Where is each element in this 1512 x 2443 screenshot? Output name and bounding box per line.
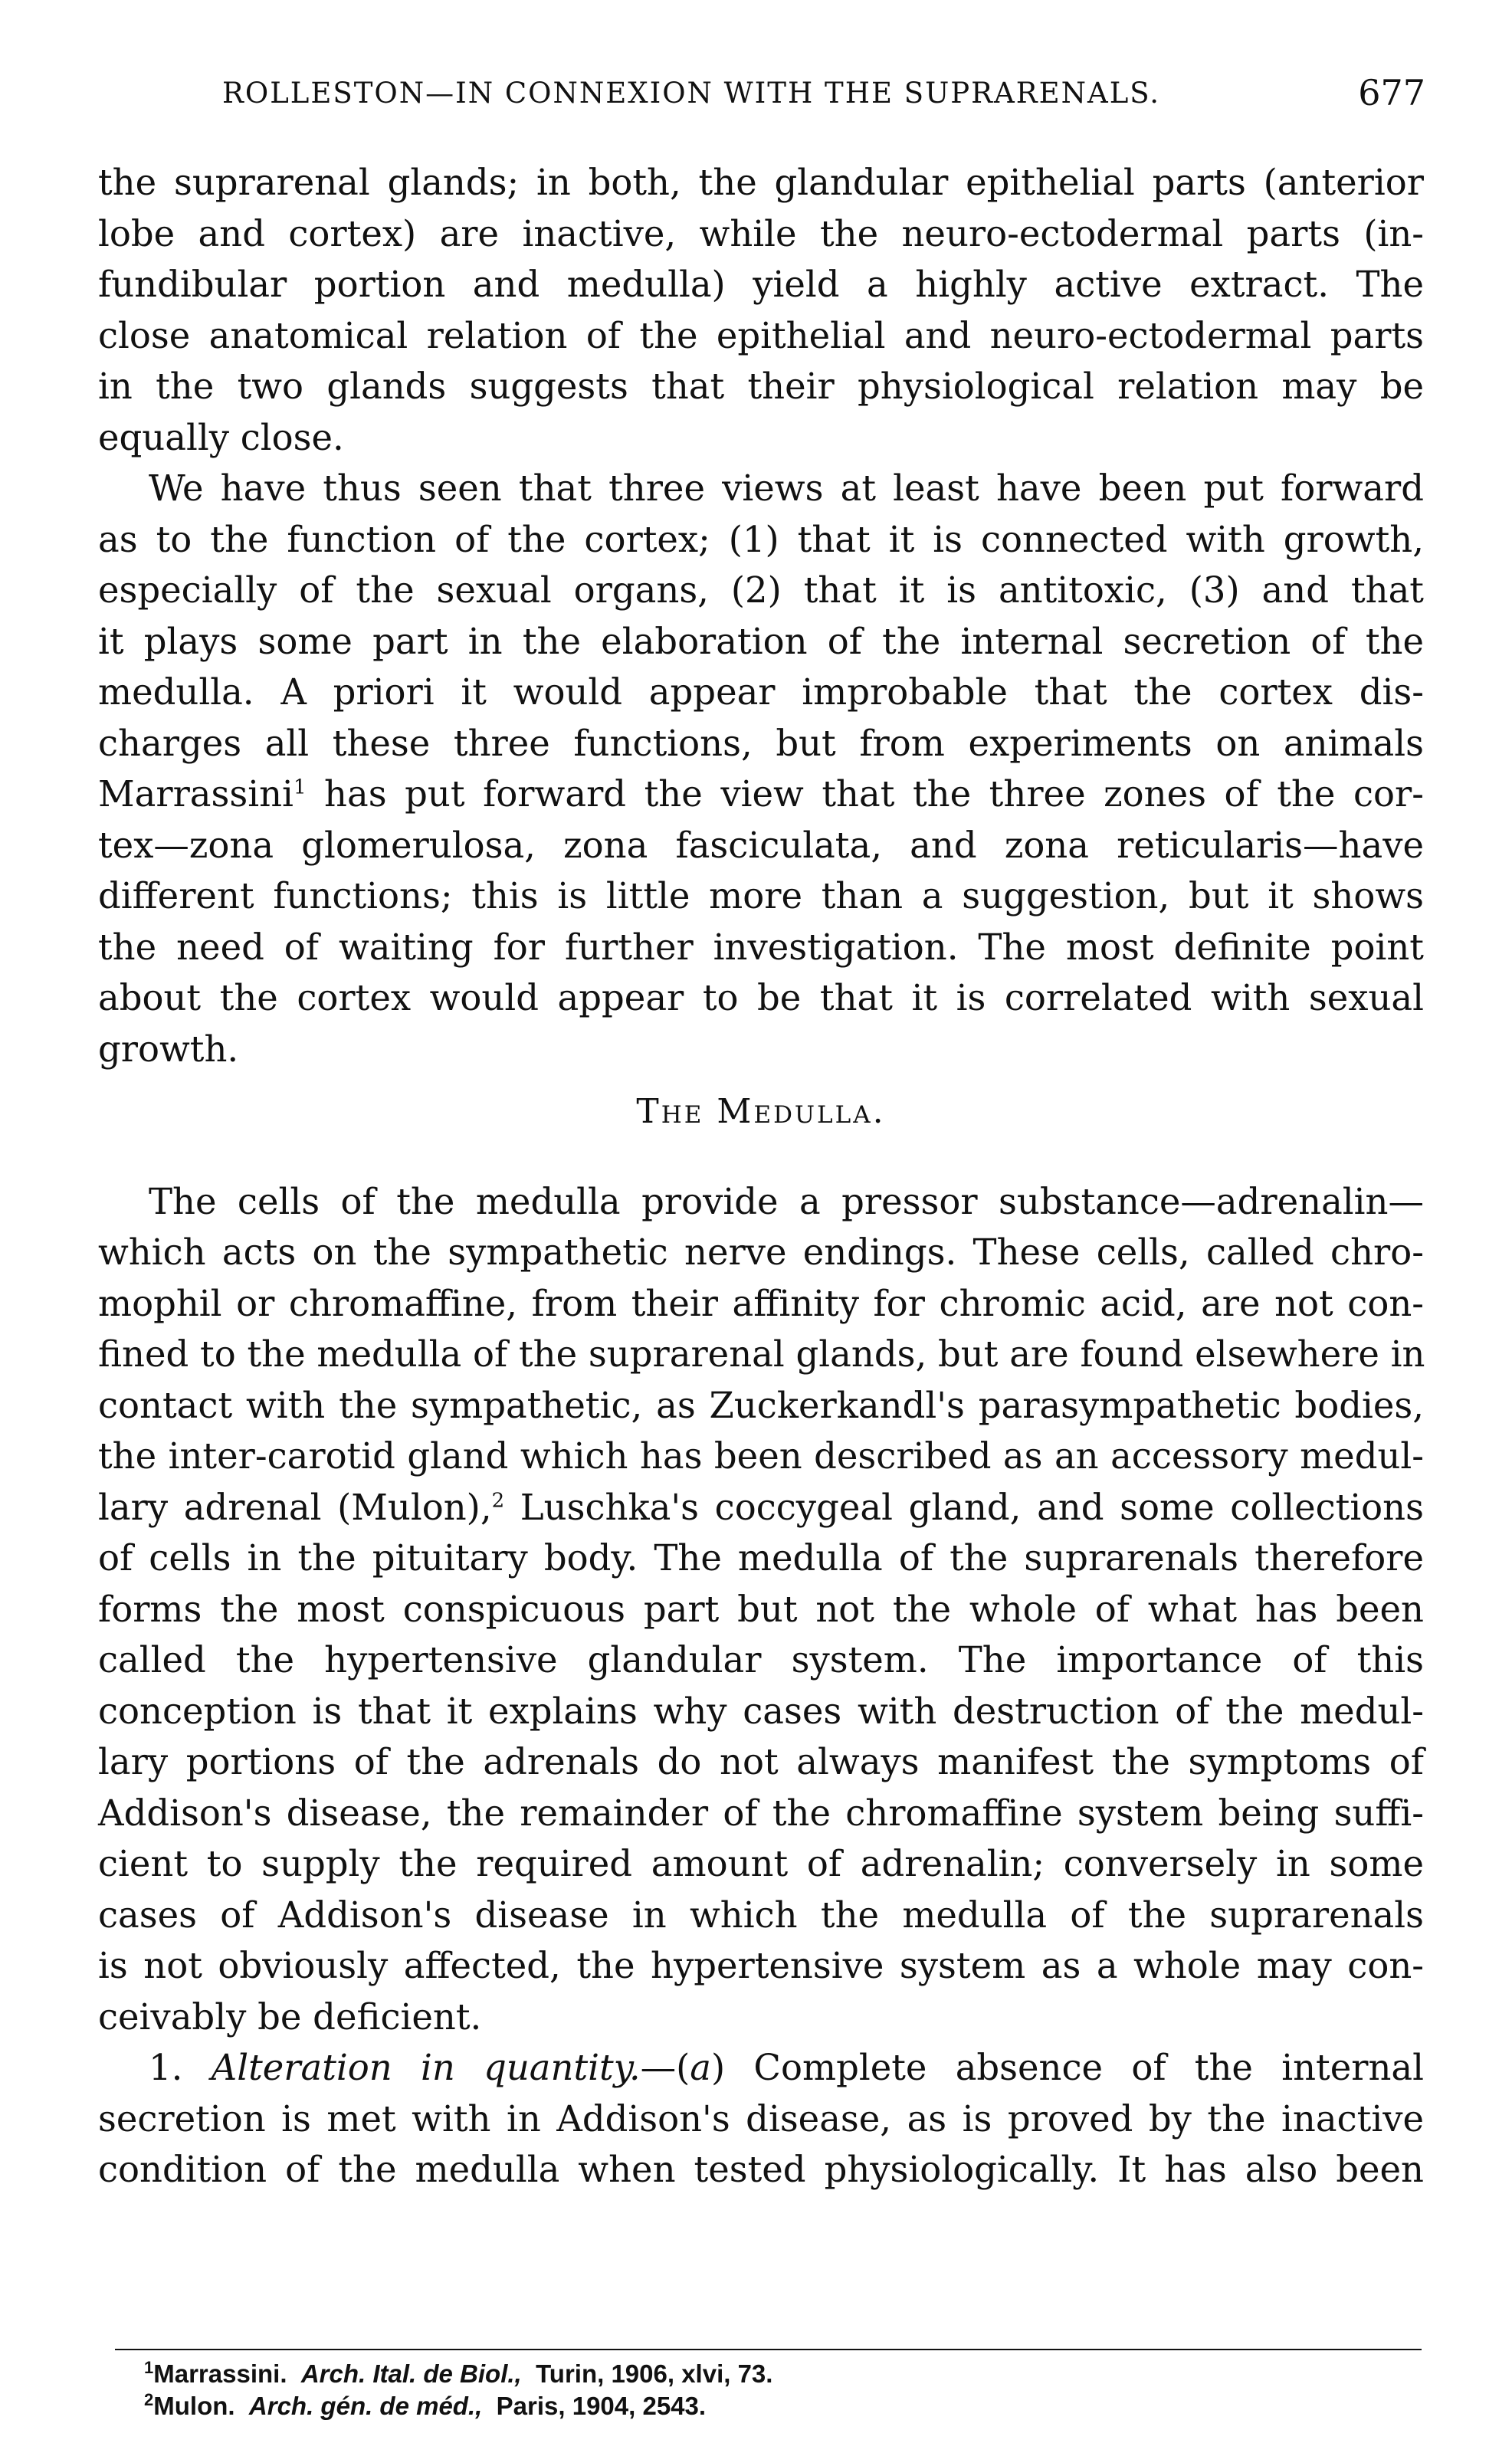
- line-text: —(: [640, 2047, 690, 2088]
- text-line: especially of the sexual organs, (2) that it is antitoxic, (3) and that: [98, 569, 1424, 611]
- text-line: of cells in the pituitary body. The medulla of the suprarenals therefore: [98, 1537, 1424, 1579]
- line-text: Luschka's coccygeal gland, and some collections: [504, 1486, 1424, 1528]
- line-text: lary adrenal (Mulon),: [98, 1486, 492, 1528]
- section-heading: The Medulla.: [636, 1092, 886, 1131]
- text-line: different functions; this is little more than a suggestion, but it shows: [98, 875, 1424, 917]
- text-line: which acts on the sympathetic nerve endings. These cells, called chro-: [98, 1231, 1424, 1273]
- footnote-marker[interactable]: 1: [293, 776, 307, 799]
- text-line: the need of waiting for further investigation. The most definite point: [98, 926, 1424, 968]
- text-line: Addison's disease, the remainder of the chromaffine system being suffi-: [98, 1792, 1424, 1834]
- text-line: [98, 1482, 1424, 1533]
- text-line: The cells of the medulla provide a pressor substance—adrenalin—: [149, 1180, 1424, 1222]
- running-title: ROLLESTON—IN CONNEXION WITH THE SUPRARENALS.: [222, 77, 1161, 110]
- line-text: ) Complete absence of the internal: [711, 2047, 1425, 2088]
- text-line: contact with the sympathetic, as Zuckerkandl's parasympathetic bodies,: [98, 1384, 1424, 1426]
- subsection-title: Alteration in quantity.: [211, 2047, 641, 2088]
- text-line: close anatomical relation of the epithelial and neuro-ectodermal parts: [98, 314, 1424, 356]
- text-line: growth.: [98, 1028, 239, 1070]
- paragraph-1: [98, 157, 1424, 463]
- text-line: is not obviously affected, the hypertensive system as a whole may con-: [98, 1945, 1424, 1986]
- text-line: cases of Addison's disease in which the medulla of the suprarenals: [98, 1894, 1424, 1936]
- body-text: [98, 157, 1424, 2195]
- text-line: We have thus seen that three views at least have been put forward: [149, 467, 1424, 509]
- text-line: as to the function of the cortex; (1) that it is connected with growth,: [98, 518, 1424, 560]
- footnote-marker[interactable]: 2: [491, 1489, 505, 1512]
- footnotes: [144, 2358, 1217, 2422]
- footnote-author: Marrassini.: [153, 2359, 287, 2388]
- footnote-divider: [115, 2349, 1422, 2350]
- text-line: the suprarenal glands; in both, the glandular epithelial parts (anterior: [98, 162, 1424, 203]
- line-text: has put forward the view that the three zones of the cor-: [306, 773, 1424, 815]
- footnote: [144, 2358, 1217, 2390]
- footnote: [144, 2390, 1217, 2422]
- paragraph-3: [98, 1176, 1424, 2043]
- text-line: called the hypertensive glandular system. The importance of this: [98, 1639, 1424, 1681]
- paragraph-2: [98, 463, 1424, 1074]
- item-number: 1.: [149, 2047, 183, 2088]
- footnote-number: 2: [144, 2390, 154, 2409]
- author-name: Marrassini: [98, 773, 294, 815]
- text-line: fined to the medulla of the suprarenal glands, but are found elsewhere in: [98, 1333, 1425, 1375]
- text-line: medulla. A priori it would appear improbable that the cortex dis-: [98, 671, 1424, 713]
- text-line: ceivably be deficient.: [98, 1995, 482, 2038]
- text-line: mophil or chromaffine, from their affinity for chromic acid, are not con-: [98, 1282, 1424, 1324]
- text-line: cient to supply the required amount of adrenalin; conversely in some: [98, 1843, 1424, 1884]
- text-line: lobe and cortex) are inactive, while the neuro-ectodermal parts (in-: [98, 212, 1424, 254]
- text-line: forms the most conspicuous part but not the whole of what has been: [98, 1588, 1424, 1630]
- text-line: [98, 769, 1424, 820]
- text-line: fundibular portion and medulla) yield a highly active extract. The: [98, 264, 1424, 305]
- text-line: the inter-carotid gland which has been described as an accessory medul-: [98, 1435, 1424, 1477]
- text-line: about the cortex would appear to be that it is correlated with sexual: [98, 977, 1424, 1018]
- footnote-author: Mulon.: [153, 2392, 235, 2420]
- page-number: 677: [1358, 72, 1425, 113]
- text-line: condition of the medulla when tested physiologically. It has also been: [98, 2149, 1424, 2190]
- footnote-details: Paris, 1904, 2543.: [496, 2392, 707, 2420]
- text-line: secretion is met with in Addison's disease, as is proved by the inactive: [98, 2097, 1424, 2140]
- paragraph-4: [98, 2042, 1424, 2195]
- item-letter: a: [690, 2047, 711, 2088]
- text-line: lary portions of the adrenals do not always manifest the symptoms of: [98, 1741, 1424, 1782]
- text-line: tex—zona glomerulosa, zona fasciculata, and zona reticularis—have: [98, 824, 1424, 866]
- footnote-details: Turin, 1906, xlvi, 73.: [536, 2359, 773, 2388]
- text-line: conception is that it explains why cases with destruction of the medul-: [98, 1690, 1424, 1732]
- text-line: equally close.: [98, 416, 344, 458]
- text-line: it plays some part in the elaboration of the internal secretion of the: [98, 620, 1424, 662]
- footnote-number: 1: [144, 2358, 154, 2377]
- text-line: charges all these three functions, but from experiments on animals: [98, 722, 1424, 764]
- footnote-source: Arch. Ital. de Biol.,: [300, 2359, 522, 2388]
- footnote-source: Arch. gén. de méd.,: [248, 2392, 483, 2420]
- text-line: [98, 2042, 1424, 2094]
- page-header: [222, 72, 1425, 115]
- text-line: in the two glands suggests that their physiological relation may be: [98, 366, 1424, 407]
